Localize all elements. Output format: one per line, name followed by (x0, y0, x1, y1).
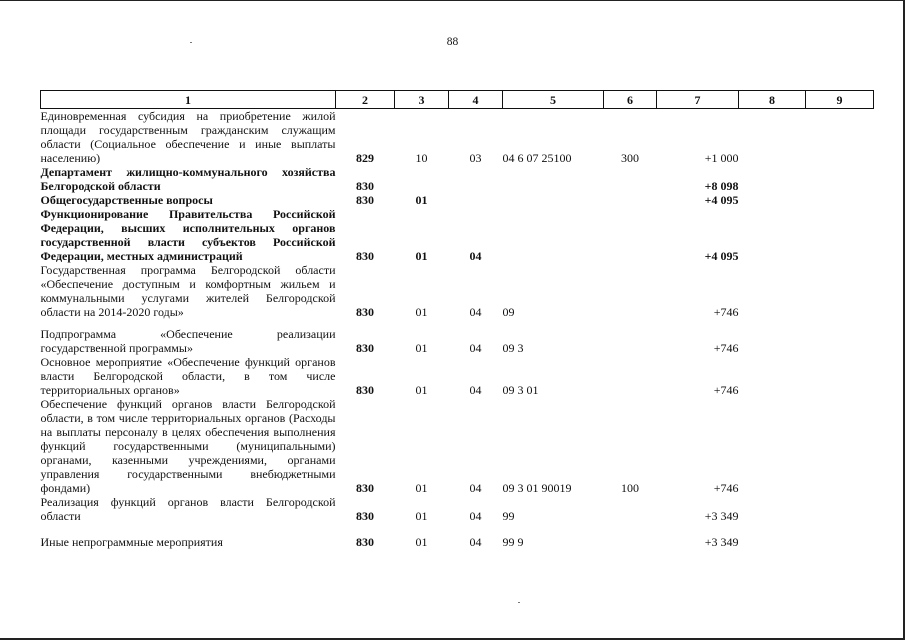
row-pr: 04 (469, 305, 482, 319)
row-col-9 (806, 355, 874, 397)
row-pr (449, 193, 503, 207)
table-row (41, 319, 874, 355)
header-col-8: 8 (739, 91, 806, 109)
row-col-8 (739, 109, 806, 166)
row-name: Департамент жилищно-коммунального хозяйства Белгородской области (40, 165, 336, 193)
row-csr: 09 3 01 90019 (502, 481, 572, 495)
row-name: Обеспечение функций органов власти Белгородской области, в том числе территориальных органов (Расходы на выплаты персоналу в целях обеспечения выполнения функций государственными (муниципальными) органами, казенными учреждениями, органами управления государственными внебюджетными фондами) (40, 397, 336, 495)
table-row (41, 263, 874, 319)
row-csr: 04 6 07 25100 (502, 151, 572, 165)
header-col-5: 5 (503, 91, 604, 109)
row-rz: 01 (415, 249, 428, 263)
row-sum: +4 095 (704, 193, 739, 207)
row-vr (604, 523, 657, 549)
row-sum: +1 000 (704, 151, 739, 165)
row-name: Общегосударственные вопросы (40, 193, 213, 207)
header-col-7: 7 (657, 91, 739, 109)
row-sum: +4 095 (704, 249, 739, 263)
row-pr: 04 (469, 249, 482, 263)
row-pr: 03 (469, 151, 482, 165)
row-rz: 01 (415, 341, 428, 355)
row-gr: 830 (356, 249, 374, 263)
row-col-8 (739, 319, 806, 355)
row-col-8 (739, 355, 806, 397)
table-row (41, 495, 874, 523)
table-header-row (41, 91, 874, 109)
row-col-9 (806, 207, 874, 263)
row-name: Основное мероприятие «Обеспечение функций органов власти Белгородской области, в том числе территориальных органов» (40, 355, 336, 397)
row-col-9 (806, 397, 874, 495)
row-rz: 01 (415, 535, 428, 549)
row-col-9 (806, 165, 874, 193)
row-vr (604, 193, 657, 207)
row-rz: 01 (415, 305, 428, 319)
row-vr: 300 (621, 151, 639, 165)
row-rz: 01 (415, 481, 428, 495)
row-sum: +746 (713, 481, 739, 495)
header-col-4: 4 (449, 91, 503, 109)
row-col-9 (806, 109, 874, 166)
row-sum: +746 (713, 383, 739, 397)
scan-speck (518, 602, 520, 603)
row-col-8 (739, 263, 806, 319)
row-pr: 04 (469, 535, 482, 549)
row-sum: +746 (713, 305, 739, 319)
row-gr: 830 (356, 341, 374, 355)
row-pr: 04 (469, 341, 482, 355)
budget-table (40, 90, 874, 549)
row-vr (604, 165, 657, 193)
row-gr: 830 (356, 179, 374, 193)
row-csr (503, 193, 604, 207)
row-pr: 04 (469, 481, 482, 495)
row-col-8 (739, 165, 806, 193)
row-vr (604, 207, 657, 263)
table-row (41, 109, 874, 166)
header-col-2: 2 (336, 91, 395, 109)
row-csr: 09 (502, 305, 515, 319)
row-vr (604, 355, 657, 397)
row-name: Подпрограмма «Обеспечение реализации государственной программы» (40, 327, 336, 355)
row-csr: 09 3 01 (502, 383, 539, 397)
table-row (41, 207, 874, 263)
row-rz: 10 (415, 151, 428, 165)
row-rz (395, 165, 449, 193)
row-name: Единовременная субсидия на приобретение жилой площади государственным гражданским служащим области (Социальное обеспечение и иные выплаты населению) (40, 109, 336, 165)
header-col-6: 6 (604, 91, 657, 109)
row-col-8 (739, 397, 806, 495)
table-row (41, 165, 874, 193)
scan-border-top (0, 0, 905, 1)
row-col-9 (806, 193, 874, 207)
row-csr: 99 9 (502, 535, 524, 549)
row-rz: 01 (415, 509, 428, 523)
scan-speck (190, 42, 192, 43)
row-vr (604, 319, 657, 355)
row-csr: 99 (502, 509, 515, 523)
row-gr: 829 (356, 151, 374, 165)
row-name: Иные непрограммные мероприятия (40, 535, 223, 549)
row-sum: +8 098 (704, 179, 739, 193)
row-col-8 (739, 193, 806, 207)
table-row (41, 397, 874, 495)
row-gr: 830 (356, 383, 374, 397)
row-col-8 (739, 523, 806, 549)
row-sum: +746 (713, 341, 739, 355)
row-rz: 01 (415, 383, 428, 397)
row-vr (604, 263, 657, 319)
row-csr (503, 165, 604, 193)
row-gr: 830 (356, 481, 374, 495)
row-gr: 830 (356, 509, 374, 523)
row-sum: +3 349 (704, 535, 739, 549)
row-name: Государственная программа Белгородской области «Обеспечение доступным и комфортным жильем и коммунальными услугами жителей Белгородской области на 2014-2020 годы» (40, 263, 336, 319)
row-gr: 830 (356, 193, 374, 207)
row-col-8 (739, 495, 806, 523)
row-pr: 04 (469, 509, 482, 523)
row-csr: 09 3 (502, 341, 524, 355)
row-sum: +3 349 (704, 509, 739, 523)
row-vr (604, 495, 657, 523)
row-rz: 01 (415, 193, 428, 207)
table-row (41, 523, 874, 549)
row-col-9 (806, 523, 874, 549)
row-col-8 (739, 207, 806, 263)
row-col-9 (806, 495, 874, 523)
header-col-1: 1 (41, 91, 336, 109)
row-col-9 (806, 319, 874, 355)
row-gr: 830 (356, 535, 374, 549)
row-col-9 (806, 263, 874, 319)
row-pr (449, 165, 503, 193)
row-name: Реализация функций органов власти Белгородской области (40, 495, 336, 523)
table-row (41, 193, 874, 207)
header-col-9: 9 (806, 91, 874, 109)
row-pr: 04 (469, 383, 482, 397)
table-row (41, 355, 874, 397)
row-gr: 830 (356, 305, 374, 319)
row-vr: 100 (621, 481, 639, 495)
page-number: 88 (446, 36, 459, 48)
row-name: Функционирование Правительства Российской Федерации, высших исполнительных органов государственной власти субъектов Российской Федерации, местных администраций (40, 207, 336, 263)
header-col-3: 3 (395, 91, 449, 109)
row-csr (503, 207, 604, 263)
